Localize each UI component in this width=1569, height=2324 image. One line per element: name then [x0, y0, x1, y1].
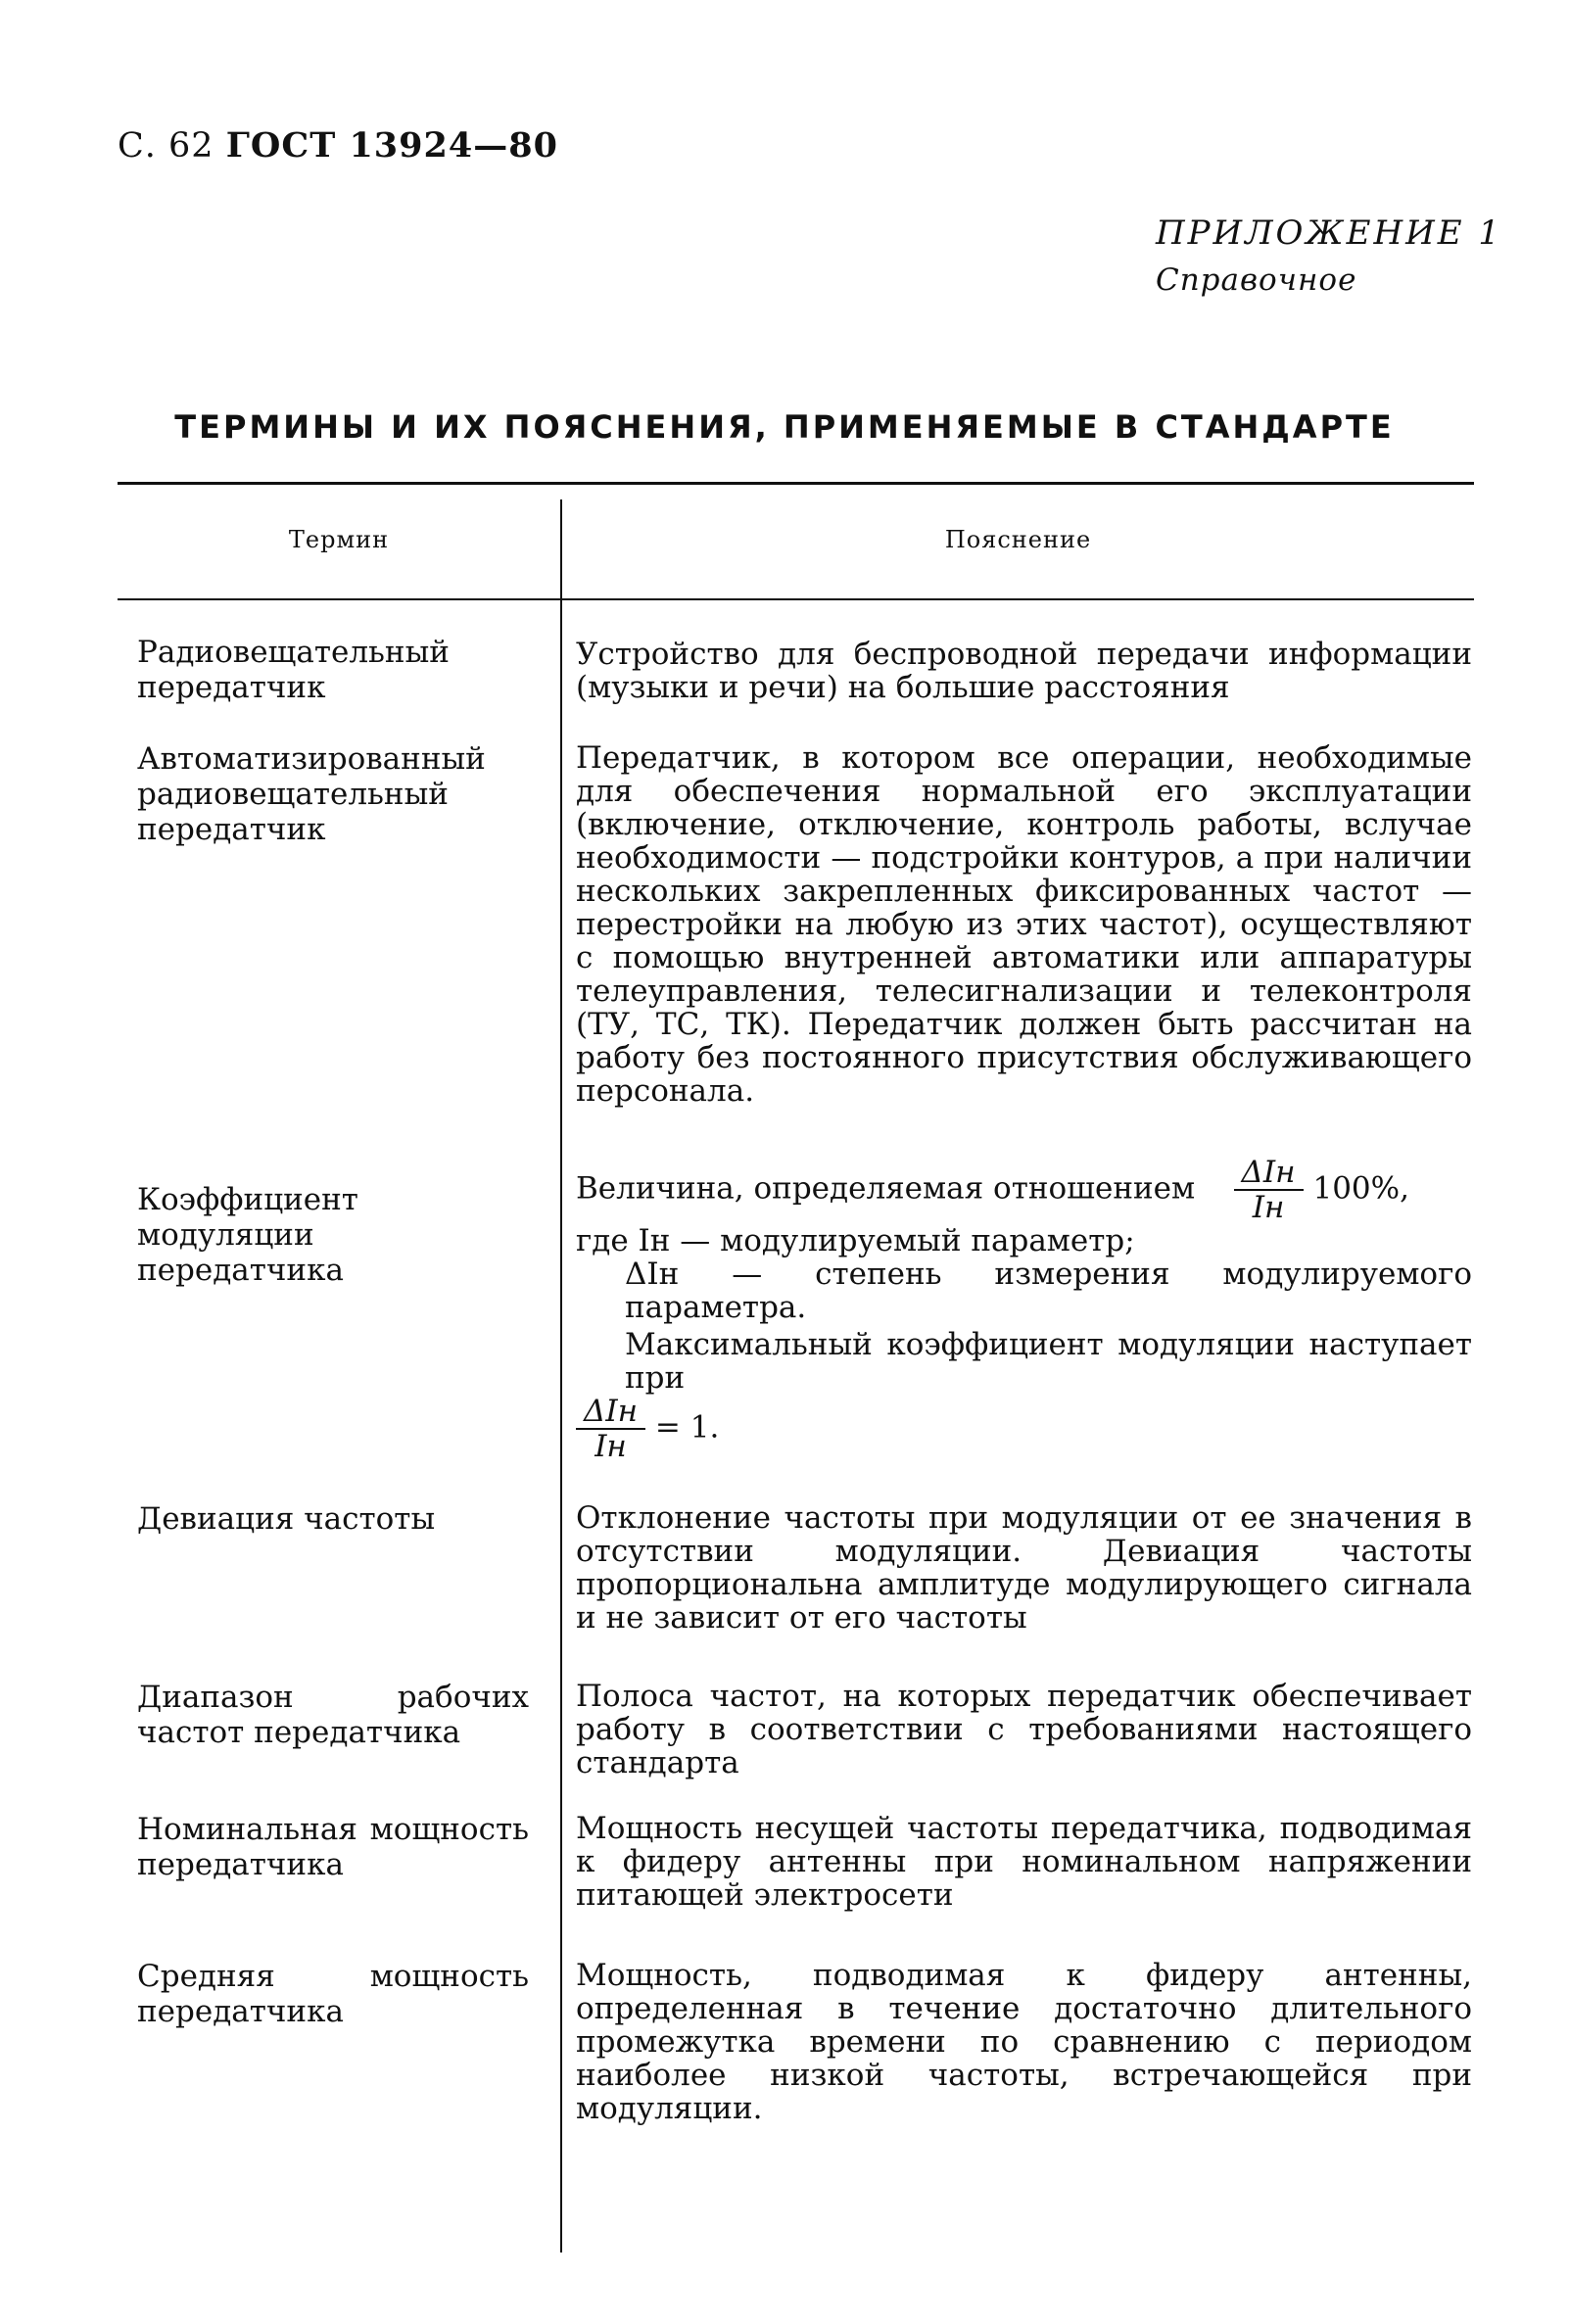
- column-divider: [560, 499, 562, 2253]
- explanation-cell: Полоса частот, на которых передатчик обеспечивает работу в соответствии с требованиями настоящего стандарта: [576, 1679, 1472, 1780]
- page-number: С. 62: [118, 126, 214, 166]
- term-cell: Коэффициент модуляции передатчика: [137, 1182, 358, 1288]
- term-cell: Автоматизированный радиовещательный передатчик: [137, 741, 486, 847]
- where-line: где Iн — модулируемый параметр;: [576, 1223, 1135, 1258]
- term-cell: Радиовещательный передатчик: [137, 635, 450, 705]
- fraction-denominator: Iн: [1252, 1190, 1285, 1225]
- appendix-type: Справочное: [1156, 262, 1357, 298]
- term-cell: Девиация частоты: [137, 1501, 436, 1537]
- table-top-rule: [118, 482, 1474, 485]
- fraction-numerator: ΔIн: [1234, 1156, 1304, 1191]
- explanation-cell: Отклонение частоты при модуляции от ее значения в отсутствии модуляции. Девиация частоты пропорциональна амплитуде модулирующего сигнала и не зависит от его частоты: [576, 1500, 1472, 1636]
- max-line: Максимальный коэффициент модуляции наступает при: [625, 1327, 1472, 1396]
- fraction-numerator: ΔIн: [576, 1395, 645, 1430]
- fraction-denominator: Iн: [594, 1429, 627, 1464]
- fraction-tail: = 1.: [654, 1409, 720, 1446]
- explanation-cell: [576, 1156, 1472, 1463]
- modulation-fraction: [1234, 1156, 1304, 1224]
- delta-line: ΔIн — степень измерения модулируемого параметра.: [625, 1257, 1472, 1325]
- explanation-cell: Мощность, подводимая к фидеру антенны, определенная в течение достаточно длительного промежутка времени по сравнению с периодом наиболее низкой частоты, встречающейся при модуляции.: [576, 1958, 1472, 2126]
- page-header: [118, 125, 558, 166]
- column-header-explanation: Пояснение: [944, 526, 1092, 553]
- appendix-label: ПРИЛОЖЕНИЕ 1: [1156, 213, 1503, 253]
- term-cell: Диапазон рабочих частот передатчика: [137, 1680, 529, 1750]
- explanation-cell: Мощность несущей частоты передатчика, подводимая к фидеру антенны при номинальном напряжении питающей электросети: [576, 1811, 1472, 1913]
- max-fraction: [576, 1395, 645, 1463]
- fraction-tail: 100%,: [1312, 1170, 1409, 1207]
- table-header-rule: [118, 598, 1474, 600]
- term-cell: Средняя мощность передатчика: [137, 1959, 529, 2029]
- column-header-term: Термин: [288, 526, 390, 553]
- page-title: ТЕРМИНЫ И ИХ ПОЯСНЕНИЯ, ПРИМЕНЯЕМЫЕ В СТАНДАРТЕ: [174, 408, 1395, 446]
- term-cell: Номинальная мощность передатчика: [137, 1812, 529, 1882]
- explanation-cell: Передатчик, в котором все операции, необходимые для обеспечения нормальной его эксплуатации (включение, отключение, контроль работы, вслучае необходимости — подстройки контуров, а при наличии нескольких закрепленных фиксированных частот — перестройки на любую из этих частот), осуществляют с помощью внутренней автоматики или аппаратуры телеуправления, телесигнализации и телеконтроля (ТУ, ТС, ТК). Передатчик должен быть рассчитан на работу без постоянного присутствия обслуживающего персонала.: [576, 740, 1472, 1109]
- explanation-cell: Устройство для беспроводной передачи информации (музыки и речи) на большие расстояния: [576, 637, 1472, 705]
- modulation-lead: Величина, определяемая отношением: [576, 1170, 1196, 1207]
- gost-number: ГОСТ 13924—80: [225, 125, 558, 166]
